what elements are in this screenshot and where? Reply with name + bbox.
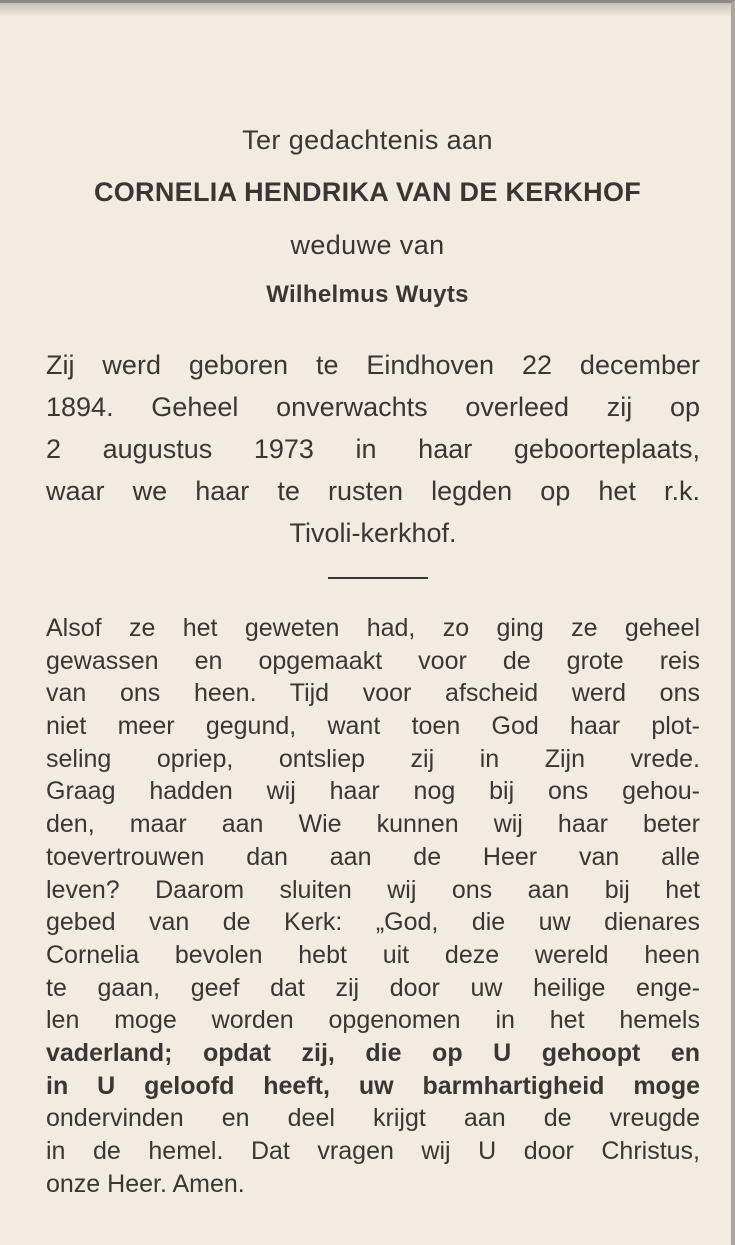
prayer-line: in de hemel. Dat vragen wij U door Christus, (46, 1137, 700, 1165)
prayer-text (46, 612, 700, 1200)
deceased-name: CORNELIA HENDRIKA VAN DE KERKHOF (93, 177, 642, 207)
prayer-line: Alsof ze het geweten had, zo ging ze geheel (46, 614, 700, 642)
prayer-line: leven? Daarom sluiten wij ons aan bij het (46, 875, 700, 904)
prayer-line: ondervinden en deel krijgt aan de vreugde (46, 1104, 700, 1133)
spouse-name: Wilhelmus Wuyts (266, 281, 469, 308)
divider (328, 577, 428, 579)
bio-line: Zij werd geboren te Eindhoven 22 december (46, 350, 700, 380)
prayer-line: Graag hadden wij haar nog bij ons gehou- (46, 777, 700, 806)
prayer-line: gewassen en opgemaakt voor de grote reis (46, 646, 700, 675)
biography (46, 344, 700, 554)
prayer-line: len moge worden opgenomen in het hemels (46, 1006, 700, 1035)
prayer-line: vaderland; opdat zij, die op U gehoopt en (46, 1038, 700, 1067)
intro-text: Ter gedachtenis aan (242, 125, 493, 155)
bio-line: 2 augustus 1973 in haar geboorteplaats, (46, 434, 700, 464)
prayer-line: seling opriep, ontsliep zij in Zijn vrede. (46, 744, 700, 773)
prayer-line: te gaan, geef dat zij door uw heilige enge- (46, 973, 700, 1002)
prayer-line: onze Heer. Amen. (46, 1169, 245, 1198)
prayer-line: Cornelia bevolen hebt uit deze wereld heen (46, 940, 700, 969)
widow-of-text: weduwe van (290, 230, 445, 260)
prayer-line: toevertrouwen dan aan de Heer van alle (46, 842, 700, 871)
prayer-line: van ons heen. Tijd voor afscheid werd ons (46, 679, 700, 708)
bio-line: waar we haar te rusten legden op het r.k. (46, 476, 700, 506)
prayer-line: niet meer gegund, want toen God haar plot- (46, 712, 700, 741)
bio-line: 1894. Geheel onverwachts overleed zij op (46, 392, 700, 422)
prayer-line: den, maar aan Wie kunnen wij haar beter (46, 810, 700, 839)
prayer-line: gebed van de Kerk: „God, die uw dienares (46, 908, 700, 937)
bio-line: Tivoli-kerkhof. (289, 518, 457, 548)
prayer-line: in U geloofd heeft, uw barmhartigheid moge (46, 1071, 700, 1100)
